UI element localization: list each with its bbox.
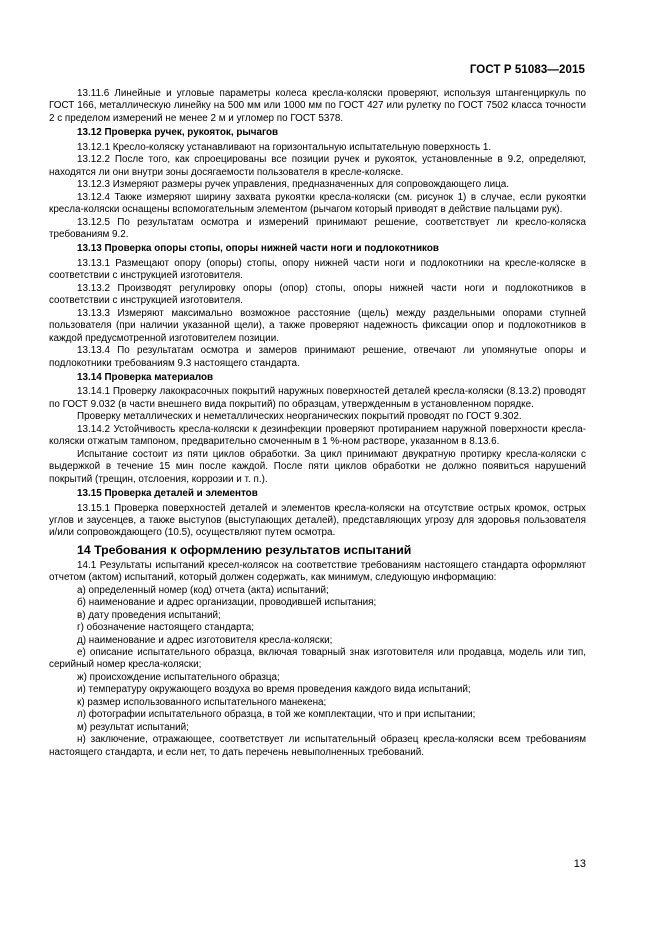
subsection-heading: 13.15 Проверка деталей и элементов bbox=[77, 488, 258, 500]
paragraph-container bbox=[49, 88, 586, 585]
report-contents-list bbox=[49, 585, 586, 759]
paragraph: 13.13.2 Производят регулировку опоры (опор) стопы, опоры нижней части ноги и подлокотников в соответствии с инструкцией изготовителя. bbox=[49, 282, 586, 307]
subsection-heading: 13.13 Проверка опоры стопы, опоры нижней части ноги и подлокотников bbox=[77, 243, 439, 255]
paragraph: 13.15.1 Проверка поверхностей деталей и элементов кресла-коляски на отсутствие острых кромок, острых углов и заусенцев, а также выступов (выступающих деталей), представляющих угрозу для здоровья пользователя и/или сопровождающего (10.5), осуществляют путем осмотра. bbox=[49, 502, 586, 539]
paragraph: 13.12.3 Измеряют размеры ручек управления, предназначенных для сопровождающего лица. bbox=[77, 179, 510, 191]
paragraph: 13.12.2 После того, как спроецированы все позиции ручек и рукояток, установленные в 9.2, определяют, находятся ли они внутри зоны досягаемости пользователя в кресле-коляске. bbox=[49, 154, 586, 178]
list-item: и) температуру окружающего воздуха во время проведения каждого вида испытаний; bbox=[77, 684, 471, 696]
paragraph: 13.13.3 Измеряют максимально возможное расстояние (щель) между раздельными опорами ступней пользователя (при наличии указанной щели), а также проверяют надежность фиксации опор и подлокотников в каждой предусмотренной изготовителем позиции. bbox=[49, 307, 586, 344]
paragraph: 13.11.6 Линейные и угловые параметры колеса кресла-коляски проверяют, используя штангенциркуль по ГОСТ 166, металлическую линейку на 500 мм или 1000 мм по ГОСТ 427 или рулетку по ГОСТ 7502 класса точности 2 с пределом измерений не менее 2 м и угломер по ГОСТ 5378. bbox=[49, 88, 586, 124]
subsection-heading: 13.12 Проверка ручек, рукояток, рычагов bbox=[77, 127, 279, 139]
list-item: д) наименование и адрес изготовителя кресла-коляски; bbox=[77, 634, 333, 646]
list-item: б) наименование и адрес организации, проводившей испытания; bbox=[77, 597, 377, 609]
paragraph: Проверку металлических и неметаллических неорганических покрытий проводят по ГОСТ 9.302. bbox=[77, 411, 522, 423]
subsection-heading: 13.14 Проверка материалов bbox=[77, 371, 214, 383]
paragraph: 13.12.4 Также измеряют ширину захвата рукоятки кресла-коляски (см. рисунок 1) в случае, если рукоятки кресла-коляски оснащены вспомогательным элементом (рычагом который приводят в действие пальцами рук). bbox=[49, 191, 586, 216]
paragraph: 13.14.2 Устойчивость кресла-коляски к дезинфекции проверяют протиранием наружной поверхности кресла-коляски отжатым тампоном, предварительно смоченным в 1 %-ном растворе, указанном в 8.13.6. bbox=[49, 423, 586, 448]
list-item: л) фотографии испытательного образца, в той же комплектации, что и при испытании; bbox=[77, 709, 476, 721]
paragraph: 13.14.1 Проверку лакокрасочных покрытий наружных поверхностей деталей кресла-коляски (8.13.2) проводят по ГОСТ 9.032 (в части внешнего вида покрытий) по образцам, утвержденным в установленном порядке. bbox=[49, 386, 586, 410]
paragraph: 13.12.1 Кресло-коляску устанавливают на горизонтальную испытательную поверхность 1. bbox=[77, 141, 492, 153]
paragraph: 13.13.1 Размещают опору (опоры) стопы, опору нижней части ноги и подлокотники на кресле-коляске в соответствии с инструкцией изготовителя. bbox=[49, 257, 586, 282]
paragraph: 14.1 Результаты испытаний кресел-колясок на соответствие требованиям настоящего стандарта оформляют отчетом (актом) испытаний, который должен содержать, как минимум, следующую информацию: bbox=[49, 559, 586, 584]
list-item: а) определенный номер (код) отчета (акта) испытаний; bbox=[77, 584, 329, 596]
list-item: г) обозначение настоящего стандарта; bbox=[77, 622, 254, 634]
list-item: в) дату проведения испытаний; bbox=[77, 609, 221, 621]
paragraph: 13.13.4 По результатам осмотра и замеров принимают решение, отвечают ли упомянутые опоры и подлокотники требованиям 9.3 настоящего стандарта. bbox=[49, 345, 586, 369]
paragraph: 13.12.5 По результатам осмотра и измерений принимают решение, соответствует ли кресло-коляска требованиям 9.2. bbox=[49, 216, 586, 240]
document-body bbox=[49, 88, 586, 759]
section-heading: 14 Требования к оформлению результатов испытаний bbox=[77, 542, 412, 557]
standard-designation: ГОСТ Р 51083—2015 bbox=[469, 64, 585, 76]
list-item: ж) происхождение испытательного образца; bbox=[77, 671, 280, 683]
list-item: е) описание испытательного образца, включая товарный знак изготовителя или продавца, модель или тип, серийный номер кресла-коляски; bbox=[49, 647, 586, 671]
list-item: м) результат испытаний; bbox=[77, 721, 189, 733]
page-number: 13 bbox=[573, 858, 586, 870]
paragraph: Испытание состоит из пяти циклов обработки. За цикл принимают двукратную протирку кресла-коляски с выдержкой в течение 15 мин после каждой. После пяти циклов обработки не должно появиться нарушений покрытий (трещин, отслоения, коррозии и т. п.). bbox=[49, 448, 586, 485]
list-item: к) размер использованного испытательного манекена; bbox=[77, 696, 327, 708]
list-item: н) заключение, отражающее, соответствует ли испытательный образец кресла-коляски всем требованиям настоящего стандарта, и если нет, то дать перечень невыполненных требований. bbox=[49, 734, 586, 758]
